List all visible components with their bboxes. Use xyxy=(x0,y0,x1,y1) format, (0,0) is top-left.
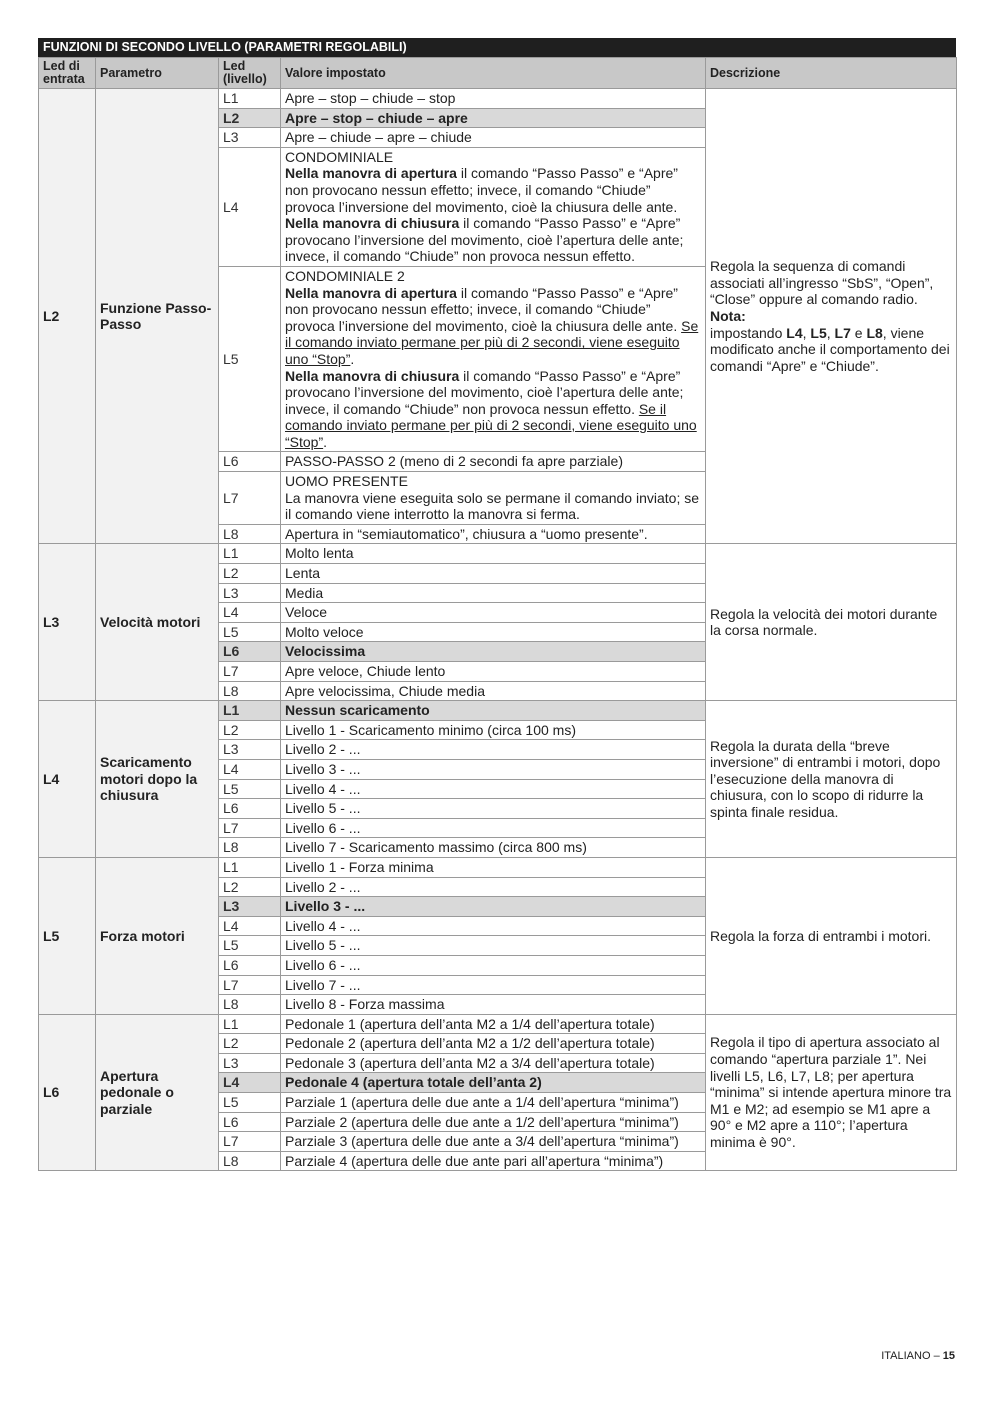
parameters-table xyxy=(38,57,957,1171)
level-led-cell: L7 xyxy=(219,975,281,995)
value-cell: Lenta xyxy=(281,564,706,584)
level-led-cell: L1 xyxy=(219,701,281,721)
text-run: il comando “Passo Passo” e “Apre” non provocano nessun effetto; invece, il comando “Chiude” provoca l’inversione del movimento, cioè la chiusura delle ante. xyxy=(285,284,682,334)
value-cell: Velocissima xyxy=(281,642,706,662)
level-led-cell: L6 xyxy=(219,452,281,472)
value-cell: Parziale 1 (apertura delle due ante a 1/4 dell’apertura “minima”) xyxy=(281,1093,706,1113)
level-led-cell: L1 xyxy=(219,1014,281,1034)
level-led-cell: L4 xyxy=(219,603,281,623)
page-footer xyxy=(881,1350,955,1362)
level-led-cell: L2 xyxy=(219,108,281,128)
text-run: CONDOMINIALE 2 xyxy=(285,267,405,284)
description-cell: Regola il tipo di apertura associato al comando “apertura parziale 1”. Nei livelli L5, L6, L7, L8; per apertura “minima” si intende apertura minore tra M1 e M2; ad esempio se M1 apre a 90° e M2 apre a 110°; l’apertura minima è 90°. xyxy=(706,1014,957,1171)
level-led-cell: L1 xyxy=(219,89,281,109)
value-cell: Livello 3 - ... xyxy=(281,897,706,917)
value-cell: Livello 3 - ... xyxy=(281,759,706,779)
description-cell: Regola la forza di entrambi i motori. xyxy=(706,857,957,1014)
input-led-cell: L4 xyxy=(39,701,96,858)
value-cell: Livello 1 - Forza minima xyxy=(281,857,706,877)
value-cell xyxy=(281,472,706,525)
level-led-cell: L5 xyxy=(219,936,281,956)
text-run: CONDOMINIALE xyxy=(285,148,394,165)
parameter-cell: Funzione Passo-Passo xyxy=(96,89,219,544)
value-cell: Molto veloce xyxy=(281,622,706,642)
header-description: Descrizione xyxy=(706,58,957,89)
parameter-cell: Scaricamento motori dopo la chiusura xyxy=(96,701,219,858)
value-cell: Livello 2 - ... xyxy=(281,740,706,760)
table-header-row xyxy=(39,58,957,89)
text-run: . xyxy=(350,350,355,367)
value-cell: Media xyxy=(281,583,706,603)
underlined-text: Se il comando inviato permane per più di 2 secondi, viene eseguito uno “Stop” xyxy=(285,317,699,367)
value-cell: Pedonale 1 (apertura dell’anta M2 a 1/4 dell’apertura totale) xyxy=(281,1014,706,1034)
text-run: , viene modificato anche il comportamento dei comandi “Apre” e “Chiude”. xyxy=(710,324,950,374)
bold-text: Nella manovra di chiusura xyxy=(285,367,460,384)
level-led-cell: L5 xyxy=(219,622,281,642)
table-row xyxy=(39,857,957,877)
level-led-cell: L2 xyxy=(219,877,281,897)
text-run: impostando xyxy=(710,324,787,341)
level-led-cell: L3 xyxy=(219,128,281,148)
table-row xyxy=(39,701,957,721)
value-cell: Veloce xyxy=(281,603,706,623)
description-cell: Regola la durata della “breve inversione” di entrambi i motori, dopo l’esecuzione della manovra di chiusura, con lo scopo di ridurre la spinta finale residua. xyxy=(706,701,957,858)
header-led-in: Led di entrata xyxy=(39,58,96,89)
bold-text: Nella manovra di apertura xyxy=(285,284,457,301)
value-cell: Livello 2 - ... xyxy=(281,877,706,897)
value-cell: Livello 7 - ... xyxy=(281,975,706,995)
parameter-cell: Apertura pedonale o parziale xyxy=(96,1014,219,1171)
value-cell: Apertura in “semiautomatico”, chiusura a “uomo presente”. xyxy=(281,524,706,544)
level-led-cell: L3 xyxy=(219,897,281,917)
value-cell: Livello 5 - ... xyxy=(281,936,706,956)
level-led-cell: L4 xyxy=(219,759,281,779)
bold-text: Nota: xyxy=(710,307,746,324)
value-cell: Livello 6 - ... xyxy=(281,955,706,975)
bold-text: Nella manovra di chiusura xyxy=(285,215,460,232)
text-run: UOMO PRESENTE xyxy=(285,473,408,490)
header-led-level: Led (livello) xyxy=(219,58,281,89)
bold-text: L4 xyxy=(786,324,803,341)
level-led-cell: L8 xyxy=(219,681,281,701)
header-value: Valore impostato xyxy=(281,58,706,89)
table-title: FUNZIONI DI SECONDO LIVELLO (PARAMETRI REGOLABILI) xyxy=(38,38,956,57)
level-led-cell: L6 xyxy=(219,642,281,662)
text-run: La manovra viene eseguita solo se permane il comando inviato; se il comando viene interrotto la manovra si ferma. xyxy=(285,489,700,523)
level-led-cell: L6 xyxy=(219,955,281,975)
value-cell: Molto lenta xyxy=(281,544,706,564)
value-cell: Apre – stop – chiude – apre xyxy=(281,108,706,128)
bold-text: L7 xyxy=(834,324,851,341)
text-run: e xyxy=(850,324,867,341)
level-led-cell: L7 xyxy=(219,1132,281,1152)
level-led-cell: L4 xyxy=(219,916,281,936)
value-cell: Apre velocissima, Chiude media xyxy=(281,681,706,701)
level-led-cell: L3 xyxy=(219,740,281,760)
level-led-cell: L2 xyxy=(219,1034,281,1054)
level-led-cell: L8 xyxy=(219,838,281,858)
page-number: 15 xyxy=(942,1350,955,1362)
value-cell: Pedonale 2 (apertura dell’anta M2 a 1/2 dell’apertura totale) xyxy=(281,1034,706,1054)
value-cell: PASSO-PASSO 2 (meno di 2 secondi fa apre parziale) xyxy=(281,452,706,472)
value-cell: Livello 4 - ... xyxy=(281,916,706,936)
table-row xyxy=(39,89,957,109)
level-led-cell: L6 xyxy=(219,799,281,819)
text-run: il comando “Passo Passo” e “Apre” provocano l’inversione del movimento, cioè l’apertura delle ante; invece, il comando “Chiude” non provoca nessun effetto. xyxy=(285,215,684,265)
level-led-cell: L1 xyxy=(219,857,281,877)
bold-text: L8 xyxy=(866,324,883,341)
description-cell xyxy=(706,89,957,544)
value-cell: Parziale 3 (apertura delle due ante a 3/4 dell’apertura “minima”) xyxy=(281,1132,706,1152)
input-led-cell: L2 xyxy=(39,89,96,544)
value-cell: Nessun scaricamento xyxy=(281,701,706,721)
level-led-cell: L4 xyxy=(219,147,281,266)
table-row xyxy=(39,544,957,564)
input-led-cell: L5 xyxy=(39,857,96,1014)
level-led-cell: L3 xyxy=(219,583,281,603)
parameter-cell: Velocità motori xyxy=(96,544,219,701)
level-led-cell: L2 xyxy=(219,564,281,584)
input-led-cell: L6 xyxy=(39,1014,96,1171)
underlined-text: Se il comando inviato permane per più di 2 secondi, viene eseguito uno “Stop” xyxy=(285,400,697,450)
text-run: il comando “Passo Passo” e “Apre” non provocano nessun effetto; invece, il comando “Chiude” provoca l’inversione del movimento, cioè la chiusura delle ante. xyxy=(285,165,678,215)
value-cell: Parziale 4 (apertura delle due ante pari all’apertura “minima”) xyxy=(281,1151,706,1171)
level-led-cell: L4 xyxy=(219,1073,281,1093)
parameter-cell: Forza motori xyxy=(96,857,219,1014)
level-led-cell: L1 xyxy=(219,544,281,564)
input-led-cell: L3 xyxy=(39,544,96,701)
value-cell: Livello 8 - Forza massima xyxy=(281,995,706,1015)
value-cell xyxy=(281,266,706,452)
text-run: , xyxy=(826,324,835,341)
level-led-cell: L6 xyxy=(219,1112,281,1132)
bold-text: L5 xyxy=(810,324,827,341)
text-run: . xyxy=(323,433,328,450)
value-cell: Apre – stop – chiude – stop xyxy=(281,89,706,109)
level-led-cell: L7 xyxy=(219,662,281,682)
value-cell: Livello 5 - ... xyxy=(281,799,706,819)
value-cell xyxy=(281,147,706,266)
text-run: , xyxy=(802,324,811,341)
value-cell: Livello 7 - Scaricamento massimo (circa 800 ms) xyxy=(281,838,706,858)
level-led-cell: L8 xyxy=(219,995,281,1015)
text-run: il comando “Passo Passo” e “Apre” provocano l’inversione del movimento, cioè l’apertura delle ante; invece, il comando “Chiude” non provoca nessun effetto. xyxy=(285,367,684,417)
table-body xyxy=(39,89,957,1171)
functions-table-section xyxy=(38,38,956,1171)
text-run: Regola la sequenza di comandi associati all’ingresso “SbS”, “Open”, “Close” oppure al comando radio. xyxy=(710,258,934,308)
footer-language: ITALIANO – xyxy=(881,1350,943,1362)
level-led-cell: L7 xyxy=(219,818,281,838)
description-cell: Regola la velocità dei motori durante la corsa normale. xyxy=(706,544,957,701)
level-led-cell: L2 xyxy=(219,720,281,740)
value-cell: Livello 6 - ... xyxy=(281,818,706,838)
bold-text: Nella manovra di apertura xyxy=(285,165,457,182)
value-cell: Parziale 2 (apertura delle due ante a 1/2 dell’apertura “minima”) xyxy=(281,1112,706,1132)
value-cell: Pedonale 3 (apertura dell’anta M2 a 3/4 dell’apertura totale) xyxy=(281,1053,706,1073)
value-cell: Livello 1 - Scaricamento minimo (circa 100 ms) xyxy=(281,720,706,740)
table-row xyxy=(39,1014,957,1034)
level-led-cell: L3 xyxy=(219,1053,281,1073)
value-cell: Apre veloce, Chiude lento xyxy=(281,662,706,682)
level-led-cell: L8 xyxy=(219,524,281,544)
level-led-cell: L5 xyxy=(219,1093,281,1113)
level-led-cell: L7 xyxy=(219,472,281,525)
header-param: Parametro xyxy=(96,58,219,89)
value-cell: Livello 4 - ... xyxy=(281,779,706,799)
level-led-cell: L8 xyxy=(219,1151,281,1171)
level-led-cell: L5 xyxy=(219,266,281,452)
value-cell: Apre – chiude – apre – chiude xyxy=(281,128,706,148)
value-cell: Pedonale 4 (apertura totale dell’anta 2) xyxy=(281,1073,706,1093)
level-led-cell: L5 xyxy=(219,779,281,799)
